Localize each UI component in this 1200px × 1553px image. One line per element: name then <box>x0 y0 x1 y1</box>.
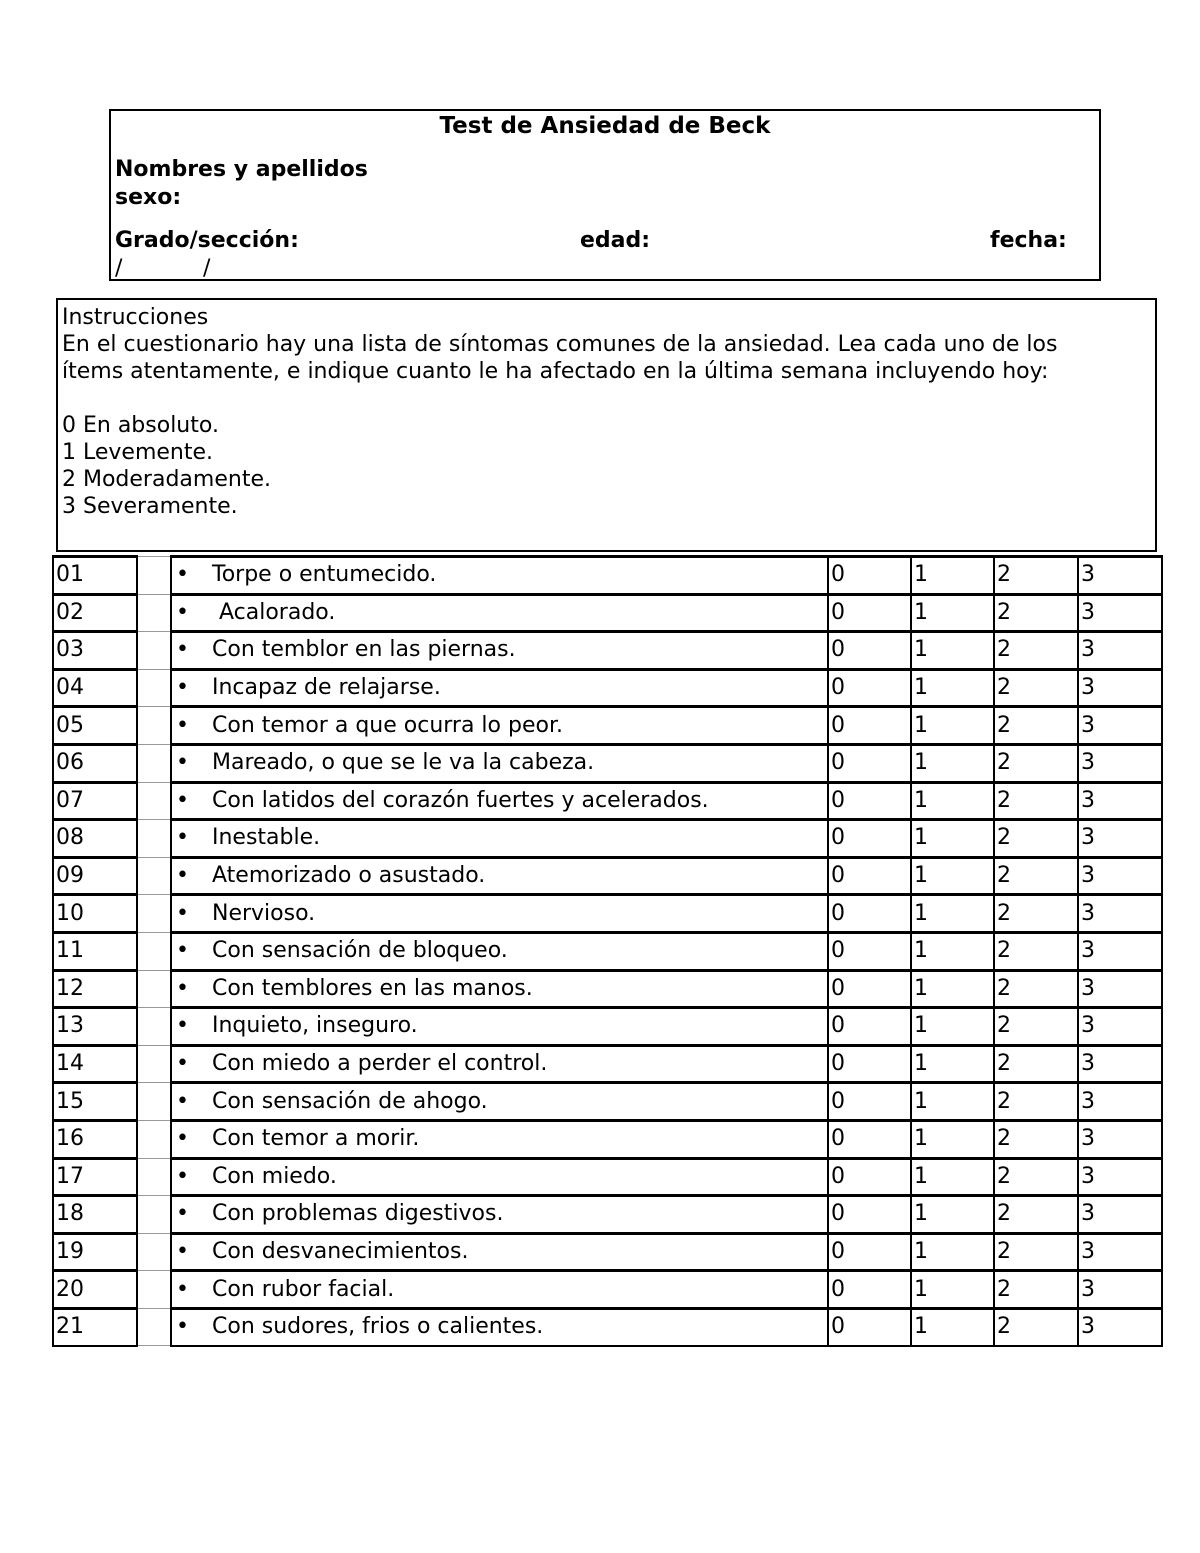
score-option-1[interactable]: 1 <box>911 820 994 858</box>
score-option-3[interactable]: 3 <box>1078 1233 1162 1271</box>
symptom-text: Con desvanecimientos. <box>212 1238 469 1264</box>
symptom-text: Mareado, o que se le va la cabeza. <box>212 750 595 776</box>
score-option-2[interactable]: 2 <box>994 594 1078 632</box>
item-number: 05 <box>53 707 137 745</box>
symptom-cell <box>171 1233 828 1271</box>
score-option-2[interactable]: 2 <box>994 932 1078 970</box>
blank-cell <box>137 970 171 1008</box>
item-number: 15 <box>53 1083 137 1121</box>
score-option-2[interactable]: 2 <box>994 1045 1078 1083</box>
blank-cell <box>137 557 171 595</box>
score-option-1[interactable]: 1 <box>911 632 994 670</box>
score-option-2[interactable]: 2 <box>994 669 1078 707</box>
score-option-0[interactable]: 0 <box>828 932 911 970</box>
score-option-0[interactable]: 0 <box>828 557 911 595</box>
blank-cell <box>137 1233 171 1271</box>
score-option-3[interactable]: 3 <box>1078 932 1162 970</box>
score-option-0[interactable]: 0 <box>828 594 911 632</box>
blank-cell <box>137 744 171 782</box>
score-option-0[interactable]: 0 <box>828 1271 911 1309</box>
grade-label: Grado/sección: <box>115 228 299 253</box>
score-option-2[interactable]: 2 <box>994 1233 1078 1271</box>
item-number: 13 <box>53 1008 137 1046</box>
blank-cell <box>137 1196 171 1234</box>
score-option-0[interactable]: 0 <box>828 632 911 670</box>
blank-cell <box>137 932 171 970</box>
bullet-icon: • <box>176 787 189 813</box>
score-option-2[interactable]: 2 <box>994 857 1078 895</box>
table-row <box>53 744 1162 782</box>
blank-cell <box>137 1008 171 1046</box>
table-row <box>53 970 1162 1008</box>
symptom-text: Con latidos del corazón fuertes y acelerados. <box>212 787 709 813</box>
bullet-icon: • <box>176 1013 189 1039</box>
score-option-1[interactable]: 1 <box>911 594 994 632</box>
scale-option-3: 3 Severamente. <box>62 494 238 519</box>
symptom-cell <box>171 820 828 858</box>
symptom-text: Torpe o entumecido. <box>212 562 437 588</box>
table-row <box>53 820 1162 858</box>
symptom-text: Con sensación de bloqueo. <box>212 938 508 964</box>
date-slash-2: / <box>203 256 211 281</box>
item-number: 01 <box>53 557 137 595</box>
blank-cell <box>137 1120 171 1158</box>
item-number: 16 <box>53 1120 137 1158</box>
symptom-text: Con temor a morir. <box>212 1126 420 1152</box>
score-option-0[interactable]: 0 <box>828 820 911 858</box>
symptom-cell <box>171 1196 828 1234</box>
score-option-1[interactable]: 1 <box>911 1120 994 1158</box>
item-number: 02 <box>53 594 137 632</box>
score-option-1[interactable]: 1 <box>911 1045 994 1083</box>
bullet-icon: • <box>176 1314 189 1340</box>
item-number: 08 <box>53 820 137 858</box>
symptom-cell <box>171 1308 828 1346</box>
bullet-icon: • <box>176 900 189 926</box>
bullet-icon: • <box>176 1163 189 1189</box>
symptom-text: Incapaz de relajarse. <box>212 675 441 701</box>
score-option-1[interactable]: 1 <box>911 557 994 595</box>
symptom-cell <box>171 895 828 933</box>
score-option-0[interactable]: 0 <box>828 1045 911 1083</box>
item-number: 10 <box>53 895 137 933</box>
score-option-3[interactable]: 3 <box>1078 820 1162 858</box>
item-number: 03 <box>53 632 137 670</box>
blank-cell <box>137 669 171 707</box>
blank-cell <box>137 1158 171 1196</box>
bullet-icon: • <box>176 938 189 964</box>
score-option-0[interactable]: 0 <box>828 895 911 933</box>
table-row <box>53 1308 1162 1346</box>
score-option-3[interactable]: 3 <box>1078 895 1162 933</box>
score-option-2[interactable]: 2 <box>994 632 1078 670</box>
page-title: Test de Ansiedad de Beck <box>439 113 771 139</box>
symptom-text: Con temblores en las manos. <box>212 975 533 1001</box>
table-row <box>53 1008 1162 1046</box>
symptom-table <box>52 555 1163 1347</box>
score-option-2[interactable]: 2 <box>994 895 1078 933</box>
item-number: 21 <box>53 1308 137 1346</box>
score-option-1[interactable]: 1 <box>911 857 994 895</box>
item-number: 11 <box>53 932 137 970</box>
symptom-cell <box>171 707 828 745</box>
table-row <box>53 1271 1162 1309</box>
score-option-2[interactable]: 2 <box>994 1120 1078 1158</box>
score-option-2[interactable]: 2 <box>994 707 1078 745</box>
table-row <box>53 782 1162 820</box>
score-option-2[interactable]: 2 <box>994 1271 1078 1309</box>
bullet-icon: • <box>176 863 189 889</box>
score-option-3[interactable]: 3 <box>1078 1120 1162 1158</box>
blank-cell <box>137 1083 171 1121</box>
score-option-3[interactable]: 3 <box>1078 1271 1162 1309</box>
bullet-icon: • <box>176 675 189 701</box>
score-option-2[interactable]: 2 <box>994 970 1078 1008</box>
blank-cell <box>137 782 171 820</box>
symptom-text: Con sensación de ahogo. <box>212 1088 488 1114</box>
score-option-3[interactable]: 3 <box>1078 557 1162 595</box>
blank-cell <box>137 1045 171 1083</box>
symptom-cell <box>171 970 828 1008</box>
symptom-cell <box>171 932 828 970</box>
item-number: 17 <box>53 1158 137 1196</box>
item-number: 20 <box>53 1271 137 1309</box>
score-option-2[interactable]: 2 <box>994 744 1078 782</box>
score-option-1[interactable]: 1 <box>911 707 994 745</box>
symptom-cell <box>171 1271 828 1309</box>
score-option-1[interactable]: 1 <box>911 932 994 970</box>
symptom-text: Con miedo. <box>212 1163 337 1189</box>
table-row <box>53 557 1162 595</box>
symptom-text: Inquieto, inseguro. <box>212 1013 418 1039</box>
date-slash-1: / <box>115 256 123 281</box>
blank-cell <box>137 1308 171 1346</box>
instructions-line-2: ítems atentamente, e indique cuanto le ha afectado en la última semana incluyendo hoy: <box>62 359 1049 384</box>
blank-cell <box>137 632 171 670</box>
score-option-0[interactable]: 0 <box>828 1158 911 1196</box>
score-option-3[interactable]: 3 <box>1078 669 1162 707</box>
score-option-0[interactable]: 0 <box>828 744 911 782</box>
bullet-icon: • <box>176 599 189 625</box>
table-row <box>53 594 1162 632</box>
scale-option-1: 1 Levemente. <box>62 440 214 465</box>
score-option-2[interactable]: 2 <box>994 1158 1078 1196</box>
bullet-icon: • <box>176 1088 189 1114</box>
table-row <box>53 1233 1162 1271</box>
score-option-3[interactable]: 3 <box>1078 1308 1162 1346</box>
blank-cell <box>137 820 171 858</box>
table-row <box>53 669 1162 707</box>
score-option-3[interactable]: 3 <box>1078 1083 1162 1121</box>
header-box <box>109 109 1101 281</box>
symptom-cell <box>171 782 828 820</box>
score-option-2[interactable]: 2 <box>994 557 1078 595</box>
score-option-1[interactable]: 1 <box>911 1158 994 1196</box>
item-number: 07 <box>53 782 137 820</box>
score-option-0[interactable]: 0 <box>828 1233 911 1271</box>
table-row <box>53 932 1162 970</box>
bullet-icon: • <box>176 637 189 663</box>
score-option-3[interactable]: 3 <box>1078 857 1162 895</box>
score-option-0[interactable]: 0 <box>828 1196 911 1234</box>
symptom-cell <box>171 744 828 782</box>
table-row <box>53 1045 1162 1083</box>
symptom-cell <box>171 857 828 895</box>
table-row <box>53 1083 1162 1121</box>
symptom-cell <box>171 1083 828 1121</box>
score-option-1[interactable]: 1 <box>911 744 994 782</box>
score-option-1[interactable]: 1 <box>911 1083 994 1121</box>
symptom-text: Inestable. <box>212 825 321 851</box>
score-option-1[interactable]: 1 <box>911 1233 994 1271</box>
symptom-cell <box>171 557 828 595</box>
blank-cell <box>137 1271 171 1309</box>
score-option-1[interactable]: 1 <box>911 1196 994 1234</box>
score-option-1[interactable]: 1 <box>911 1271 994 1309</box>
bullet-icon: • <box>176 750 189 776</box>
age-label: edad: <box>580 228 651 253</box>
symptom-text: Acalorado. <box>212 599 336 625</box>
score-option-2[interactable]: 2 <box>994 820 1078 858</box>
score-option-0[interactable]: 0 <box>828 1120 911 1158</box>
score-option-1[interactable]: 1 <box>911 895 994 933</box>
score-option-2[interactable]: 2 <box>994 1083 1078 1121</box>
score-option-0[interactable]: 0 <box>828 970 911 1008</box>
sex-label: sexo: <box>115 185 182 210</box>
symptom-cell <box>171 594 828 632</box>
table-row <box>53 1196 1162 1234</box>
symptom-cell <box>171 1045 828 1083</box>
scale-option-2: 2 Moderadamente. <box>62 467 271 492</box>
score-option-0[interactable]: 0 <box>828 1083 911 1121</box>
score-option-1[interactable]: 1 <box>911 782 994 820</box>
table-row <box>53 1120 1162 1158</box>
symptom-cell <box>171 1158 828 1196</box>
symptom-text: Con temor a que ocurra lo peor. <box>212 712 563 738</box>
bullet-icon: • <box>176 1238 189 1264</box>
bullet-icon: • <box>176 1201 189 1227</box>
symptom-cell <box>171 669 828 707</box>
score-option-0[interactable]: 0 <box>828 1008 911 1046</box>
instructions-box <box>56 298 1157 552</box>
score-option-3[interactable]: 3 <box>1078 744 1162 782</box>
item-number: 06 <box>53 744 137 782</box>
symptom-cell <box>171 1120 828 1158</box>
bullet-icon: • <box>176 562 189 588</box>
score-option-2[interactable]: 2 <box>994 1196 1078 1234</box>
score-option-0[interactable]: 0 <box>828 669 911 707</box>
item-number: 12 <box>53 970 137 1008</box>
score-option-0[interactable]: 0 <box>828 707 911 745</box>
score-option-3[interactable]: 3 <box>1078 782 1162 820</box>
score-option-1[interactable]: 1 <box>911 1008 994 1046</box>
name-label: Nombres y apellidos <box>115 157 368 182</box>
bullet-icon: • <box>176 712 189 738</box>
bullet-icon: • <box>176 1276 189 1302</box>
item-number: 18 <box>53 1196 137 1234</box>
score-option-0[interactable]: 0 <box>828 782 911 820</box>
blank-cell <box>137 594 171 632</box>
score-option-3[interactable]: 3 <box>1078 970 1162 1008</box>
score-option-3[interactable]: 3 <box>1078 1008 1162 1046</box>
symptom-cell <box>171 1008 828 1046</box>
bullet-icon: • <box>176 825 189 851</box>
item-number: 04 <box>53 669 137 707</box>
blank-cell <box>137 895 171 933</box>
item-number: 09 <box>53 857 137 895</box>
blank-cell <box>137 707 171 745</box>
symptom-text: Nervioso. <box>212 900 316 926</box>
score-option-2[interactable]: 2 <box>994 782 1078 820</box>
bullet-icon: • <box>176 1126 189 1152</box>
symptom-text: Con sudores, frios o calientes. <box>212 1314 544 1340</box>
table-row <box>53 857 1162 895</box>
score-option-2[interactable]: 2 <box>994 1308 1078 1346</box>
score-option-3[interactable]: 3 <box>1078 594 1162 632</box>
symptom-text: Con rubor facial. <box>212 1276 395 1302</box>
symptom-text: Atemorizado o asustado. <box>212 863 486 889</box>
symptom-cell <box>171 632 828 670</box>
score-option-3[interactable]: 3 <box>1078 1196 1162 1234</box>
table-row <box>53 895 1162 933</box>
bullet-icon: • <box>176 975 189 1001</box>
score-option-1[interactable]: 1 <box>911 970 994 1008</box>
score-option-1[interactable]: 1 <box>911 669 994 707</box>
score-option-0[interactable]: 0 <box>828 857 911 895</box>
instructions-line-1: En el cuestionario hay una lista de síntomas comunes de la ansiedad. Lea cada uno de los <box>62 332 1058 357</box>
table-row <box>53 632 1162 670</box>
item-number: 19 <box>53 1233 137 1271</box>
score-option-3[interactable]: 3 <box>1078 632 1162 670</box>
bullet-icon: • <box>176 1051 189 1077</box>
score-option-3[interactable]: 3 <box>1078 1045 1162 1083</box>
symptom-text: Con problemas digestivos. <box>212 1201 504 1227</box>
symptom-text: Con temblor en las piernas. <box>212 637 516 663</box>
instructions-heading: Instrucciones <box>62 305 209 330</box>
score-option-1[interactable]: 1 <box>911 1308 994 1346</box>
table-row <box>53 1158 1162 1196</box>
score-option-2[interactable]: 2 <box>994 1008 1078 1046</box>
date-label: fecha: <box>990 228 1067 253</box>
item-number: 14 <box>53 1045 137 1083</box>
symptom-text: Con miedo a perder el control. <box>212 1051 548 1077</box>
score-option-0[interactable]: 0 <box>828 1308 911 1346</box>
table-row <box>53 707 1162 745</box>
blank-cell <box>137 857 171 895</box>
scale-option-0: 0 En absoluto. <box>62 413 219 438</box>
score-option-3[interactable]: 3 <box>1078 1158 1162 1196</box>
score-option-3[interactable]: 3 <box>1078 707 1162 745</box>
